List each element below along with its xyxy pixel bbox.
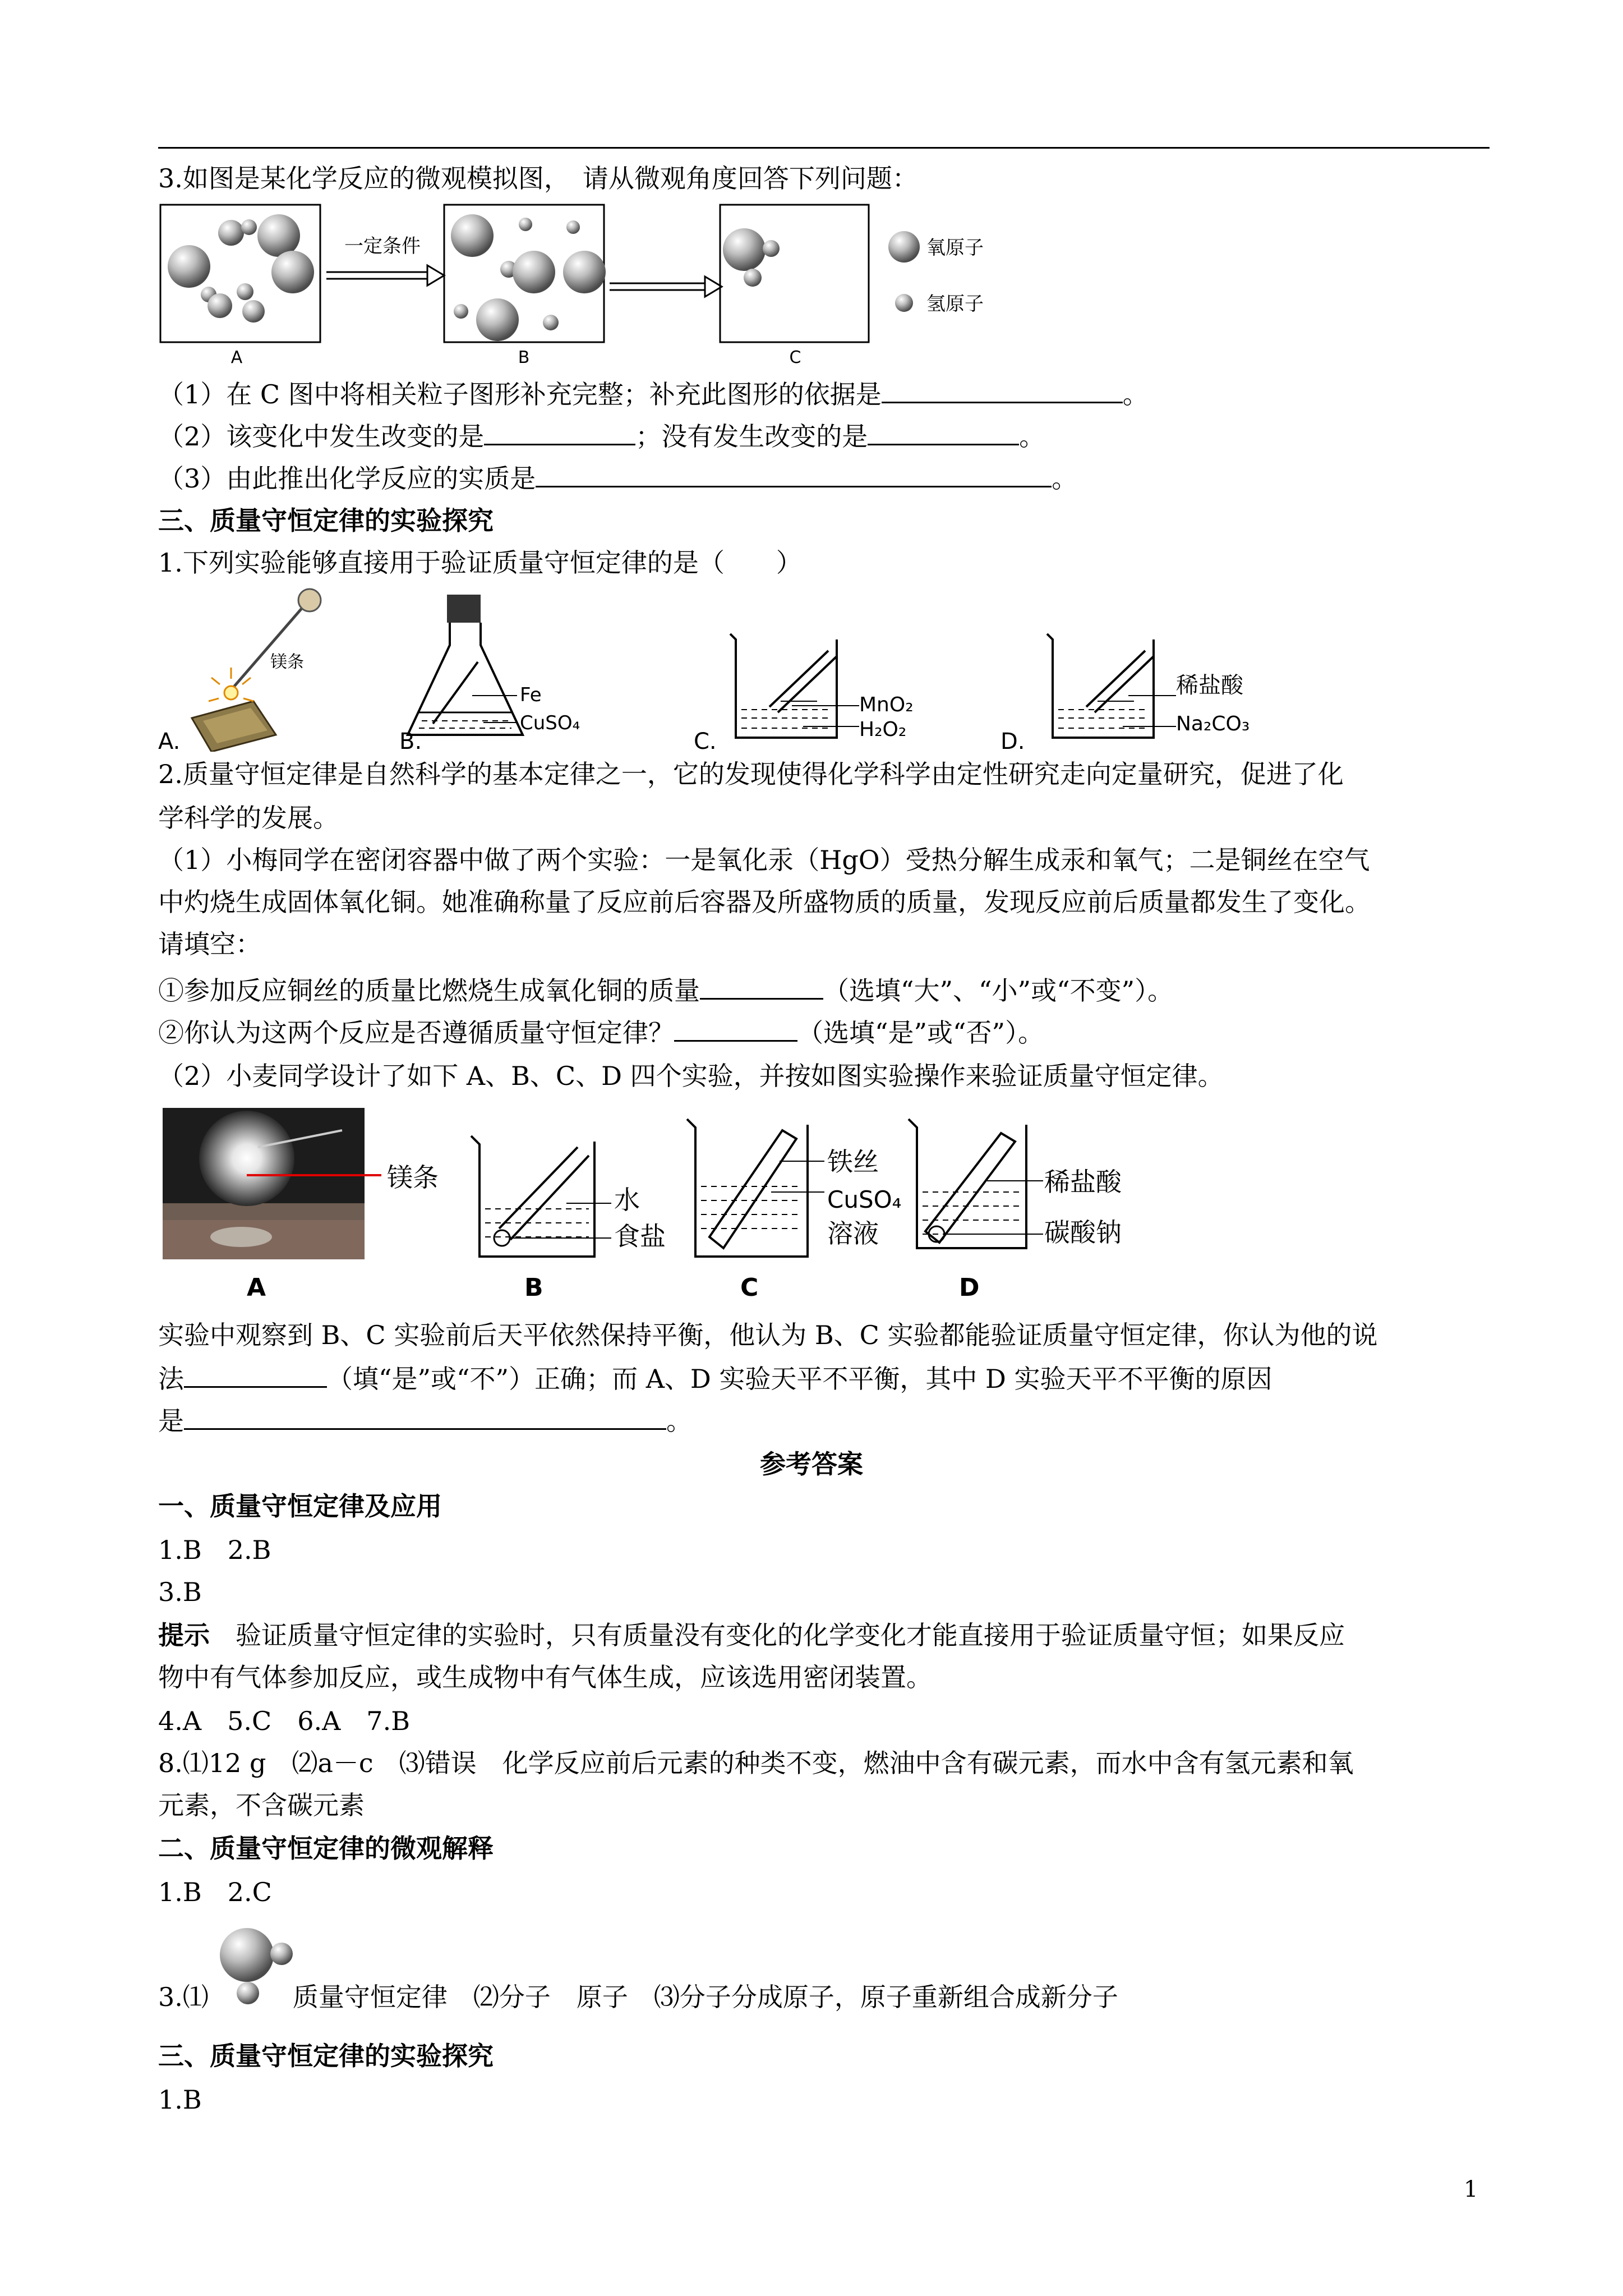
fig-d-bottom: Na₂CO₃ <box>1176 712 1250 735</box>
option-b: B. <box>399 729 422 752</box>
answers-b1: 1.B 2.C <box>158 1877 272 1907</box>
q3-sub3: （3）由此推出化学反应的实质是 。 <box>158 460 1077 495</box>
section3-q2-line2: 学科学的发展。 <box>158 803 339 833</box>
answer-blank[interactable] <box>700 972 823 1000</box>
section3-q2-end-line3: 是 。 <box>158 1402 692 1438</box>
section3-q2-p1-line1: （1）小梅同学在密闭容器中做了两个实验：一是氧化汞（HgO）受热分解生成汞和氧气；二是铜丝在空气 <box>158 845 1370 875</box>
section3-q1: 1.下列实验能够直接用于验证质量守恒定律的是（ ） <box>158 547 802 578</box>
fig2-caption-d: D <box>959 1273 980 1302</box>
fig2-b-top: 水 <box>614 1185 640 1215</box>
option-a: A. <box>158 729 181 752</box>
fig2-d-top: 稀盐酸 <box>1044 1167 1122 1197</box>
answers-b3: 3.⑴ 质量守恒定律 ⑵分子 原子 ⑶分子分成原子，原子重新组合成新分子 <box>158 1982 1118 2012</box>
fig-b-top: Fe <box>520 684 542 706</box>
answer-blank[interactable] <box>536 460 1052 487</box>
answers-h2: 二、质量守恒定律的微观解释 <box>158 1833 494 1864</box>
q1-apparatus-figures <box>158 583 1336 752</box>
section3-q2-p1-line3: 请填空： <box>158 929 261 959</box>
q2-apparatus-figures <box>163 1108 1172 1310</box>
section3-q2-end-line1: 实验中观察到 B、C 实验前后天平依然保持平衡，他认为 B、C 实验都能验证质量守恒定律，你认为他的说 <box>158 1320 1378 1350</box>
page-number: 1 <box>1464 2177 1478 2202</box>
answers-h3: 三、质量守恒定律的实验探究 <box>158 2041 494 2071</box>
fig-b-bottom: CuSO₄ <box>520 712 580 734</box>
fig-a-label: 镁条 <box>270 652 304 672</box>
fig-c-bottom: H₂O₂ <box>859 718 907 741</box>
answers-hint-line1: 提示 验证质量守恒定律的实验时，只有质量没有变化的化学变化才能直接用于验证质量守恒；如果反应 <box>158 1620 1345 1650</box>
fig2-d-bottom: 碳酸钠 <box>1044 1217 1122 1248</box>
fig2-caption-c: C <box>740 1273 759 1302</box>
fig2-b-bottom: 食盐 <box>614 1221 666 1251</box>
answers-hint-line2: 物中有气体参加反应，或生成物中有气体生成，应该选用密闭装置。 <box>158 1662 932 1692</box>
answer-blank[interactable] <box>184 1402 666 1430</box>
answers-a8-line2: 元素，不含碳元素 <box>158 1790 365 1820</box>
box-c-label: C <box>789 348 801 367</box>
answer-blank[interactable] <box>882 376 1123 403</box>
answer-blank[interactable] <box>184 1360 327 1388</box>
answers-a8-line1: 8.⑴12 g ⑵a－c ⑶错误 化学反应前后元素的种类不变，燃油中含有碳元素，而水中含有氢元素和氧 <box>158 1748 1354 1778</box>
answers-h1: 一、质量守恒定律及应用 <box>158 1491 442 1521</box>
fig2-c-top: 铁丝 <box>827 1147 879 1177</box>
option-d: D. <box>1000 729 1025 752</box>
fig2-caption-b: B <box>524 1273 543 1302</box>
hint-label: 提示 <box>158 1620 210 1650</box>
section3-q2-p2: （2）小麦同学设计了如下 A、B、C、D 四个实验，并按如图实验操作来验证质量守恒定律。 <box>158 1061 1224 1091</box>
answers-c1: 1.B <box>158 2085 202 2115</box>
section3-q2-p1-line2: 中灼烧生成固体氧化铜。她准确称量了反应前后容器及所盛物质的质量，发现反应前后质量都发生了变化。 <box>158 887 1371 917</box>
box-c <box>720 205 869 342</box>
micro-model-diagram <box>158 199 1055 373</box>
answer-blank[interactable] <box>868 418 1019 445</box>
legend-oxygen: 氧原子 <box>926 237 984 259</box>
q3-sub2: （2）该变化中发生改变的是 ；没有发生改变的是 。 <box>158 418 1045 453</box>
header-rule <box>158 147 1490 149</box>
section3-q2-end-line2: 法 （填“是”或“不”）正确；而 A、D 实验天平不平衡，其中 D 实验天平不平衡的原因 <box>158 1360 1272 1396</box>
answer-blank[interactable] <box>484 418 635 445</box>
legend-hydrogen: 氢原子 <box>926 293 984 315</box>
section3-q2-c2: ②你认为这两个反应是否遵循质量守恒定律？ （选填“是”或“否”）。 <box>158 1014 1044 1050</box>
fig2-a-label: 镁条 <box>387 1162 439 1193</box>
section3-q2-c1: ①参加反应铜丝的质量比燃烧生成氧化铜的质量 （选填“大”、“小”或“不变”）。 <box>158 972 1173 1007</box>
fig-c-top: MnO₂ <box>859 693 914 716</box>
box-b-label: B <box>518 348 530 367</box>
answers-a1: 1.B 2.B <box>158 1535 271 1565</box>
fig2-c-mid: CuSO₄ <box>827 1186 902 1213</box>
arrow-condition-label: 一定条件 <box>344 235 421 257</box>
fig2-caption-a: A <box>247 1273 266 1302</box>
option-c: C. <box>694 729 717 752</box>
q3-title: 3.如图是某化学反应的微观模拟图， 请从微观角度回答下列问题： <box>158 163 918 194</box>
answers-title: 参考答案 <box>760 1449 863 1479</box>
section3-heading: 三、质量守恒定律的实验探究 <box>158 505 494 536</box>
section3-q2-line1: 2.质量守恒定律是自然科学的基本定律之一，它的发现使得化学科学由定性研究走向定量研究，促进了化 <box>158 759 1344 789</box>
fig2-c-bottom: 溶液 <box>827 1218 879 1249</box>
fig-d-top: 稀盐酸 <box>1176 673 1243 698</box>
q3-sub1: （1）在 C 图中将相关粒子图形补充完整；补充此图形的依据是 。 <box>158 376 1149 411</box>
answer-blank[interactable] <box>674 1014 797 1042</box>
box-a-label: A <box>230 348 243 367</box>
answers-a4: 4.A 5.C 6.A 7.B <box>158 1706 410 1736</box>
answers-a3: 3.B <box>158 1577 202 1607</box>
